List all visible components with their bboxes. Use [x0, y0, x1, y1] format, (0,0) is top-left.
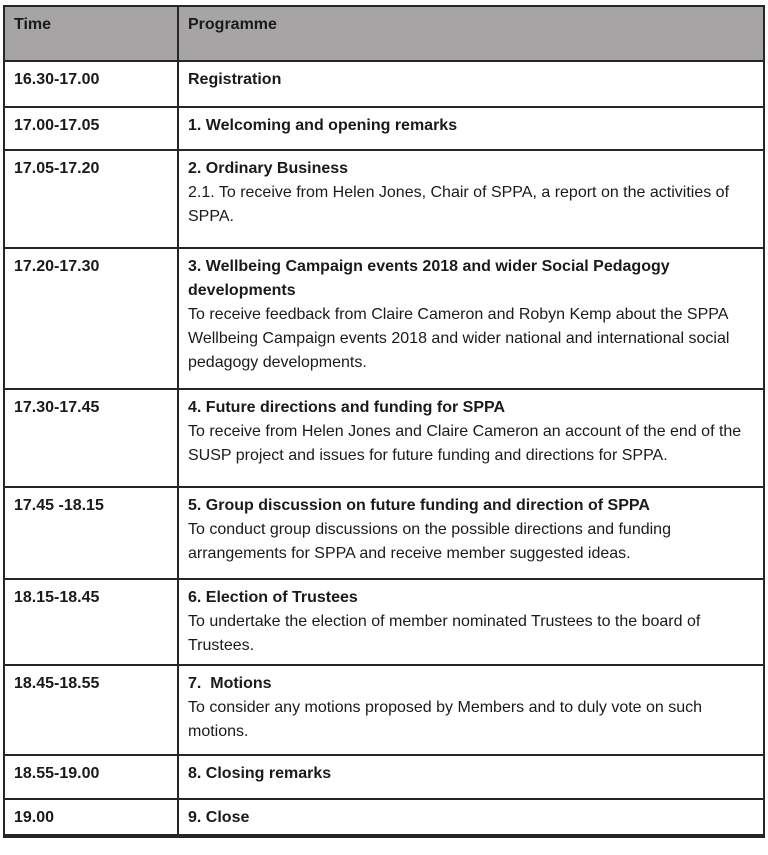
item-title: 6. Election of Trustees: [188, 589, 358, 606]
time-cell: 16.30-17.00: [4, 61, 178, 107]
programme-cell: [178, 487, 764, 579]
time-cell: 17.00-17.05: [4, 107, 178, 150]
item-title: 4. Future directions and funding for SPPA: [188, 399, 506, 416]
table-row: [4, 389, 764, 487]
programme-cell: [178, 755, 764, 799]
item-description: To receive from Helen Jones and Claire Cameron an account of the end of the SUSP project and issues for future funding and directions for SPPA.: [188, 423, 742, 464]
programme-cell: [178, 248, 764, 389]
table-row: [4, 61, 764, 107]
programme-cell: [178, 579, 764, 665]
time-cell: 17.45 -18.15: [4, 487, 178, 579]
table-row: [4, 799, 764, 836]
table-row: [4, 665, 764, 755]
time-cell: 18.15-18.45: [4, 579, 178, 665]
item-description: To conduct group discussions on the possible directions and funding arrangements for SPPA and receive member suggested ideas.: [188, 521, 671, 562]
programme-table: [3, 5, 765, 838]
time-cell: 19.00: [4, 799, 178, 836]
item-title: 9. Close: [188, 809, 250, 826]
programme-cell: [178, 799, 764, 836]
time-cell: 17.05-17.20: [4, 150, 178, 248]
item-title: 7. Motions: [188, 675, 272, 692]
item-description: To consider any motions proposed by Members and to duly vote on such motions.: [188, 699, 703, 740]
header-row: [4, 6, 764, 61]
time-cell: 18.55-19.00: [4, 755, 178, 799]
item-title: 1. Welcoming and opening remarks: [188, 117, 458, 134]
item-description: 2.1. To receive from Helen Jones, Chair of SPPA, a report on the activities of SPPA.: [188, 184, 730, 225]
item-description: To receive feedback from Claire Cameron and Robyn Kemp about the SPPA Wellbeing Campaign events 2018 and wider national and international social pedagogy developments.: [188, 306, 730, 371]
programme-cell: [178, 665, 764, 755]
column-header-programme: Programme: [178, 6, 764, 61]
item-title: Registration: [188, 71, 282, 88]
item-description: To undertake the election of member nominated Trustees to the board of Trustees.: [188, 613, 701, 654]
time-cell: 17.30-17.45: [4, 389, 178, 487]
column-header-time: Time: [4, 6, 178, 61]
table-row: [4, 248, 764, 389]
table-header: [4, 6, 764, 61]
table-row: [4, 579, 764, 665]
programme-cell: [178, 107, 764, 150]
item-title: 3. Wellbeing Campaign events 2018 and wider Social Pedagogy developments: [188, 258, 675, 299]
time-cell: 18.45-18.55: [4, 665, 178, 755]
item-title: 5. Group discussion on future funding and direction of SPPA: [188, 497, 650, 514]
table-row: [4, 150, 764, 248]
table-row: [4, 487, 764, 579]
programme-cell: [178, 389, 764, 487]
table-row: [4, 755, 764, 799]
item-title: 8. Closing remarks: [188, 765, 332, 782]
programme-cell: [178, 150, 764, 248]
time-cell: 17.20-17.30: [4, 248, 178, 389]
table-body: [4, 61, 764, 836]
table-row: [4, 107, 764, 150]
programme-cell: [178, 61, 764, 107]
item-title: 2. Ordinary Business: [188, 160, 349, 177]
